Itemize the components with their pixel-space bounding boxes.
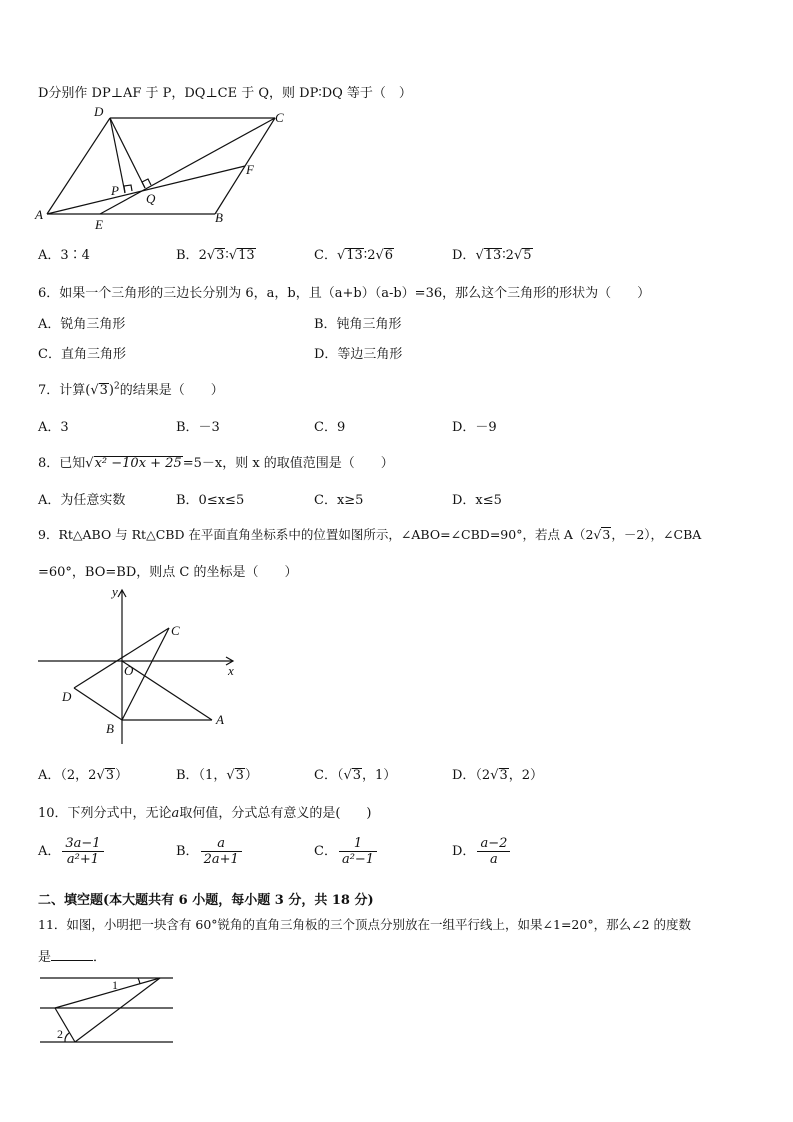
triangle-edge-1 xyxy=(55,978,160,1008)
q9-option-a: A．（2，2√3） xyxy=(38,768,129,783)
q5-option-c: C．√13∶2√6 xyxy=(314,248,394,263)
angle-1-arc xyxy=(138,978,140,984)
label-Q: Q xyxy=(146,191,156,206)
label-F: F xyxy=(246,162,254,177)
label-A: A xyxy=(216,712,224,727)
q10-option-d: D． $\frac{a-2}{a}$ xyxy=(452,836,512,867)
segment-DQ xyxy=(110,118,145,188)
q8-option-d: D．x≤5 xyxy=(452,493,502,508)
q9-stem-line1: 9．Rt△ABO 与 Rt△CBD 在平面直角坐标系中的位置如图所示，∠ABO=∠CBD=90°，若点 A（2√3，－2），∠CBA xyxy=(38,527,702,542)
angle-2-arc xyxy=(65,1033,69,1042)
label-D: D xyxy=(94,104,104,119)
q8-option-c: C．x≥5 xyxy=(314,493,364,508)
q5-option-a: A．3∶4 xyxy=(38,248,90,263)
q10-option-a: A． $\frac{3a-1}{\text{a²+1}}$ xyxy=(38,836,106,867)
q7-option-c: C．9 xyxy=(314,420,346,435)
q10-option-c: C． $\frac{1}{\text{a²−1}}$ xyxy=(314,836,379,867)
label-C: C xyxy=(171,623,180,638)
q10-option-b: B． $\frac{a}{2a+1}$ xyxy=(176,836,244,867)
q9-stem-line2: =60°，BO=BD，则点 C 的坐标是（ ） xyxy=(38,565,298,580)
label-P: P xyxy=(111,183,119,198)
segment-BD xyxy=(74,688,122,720)
q5-parallelogram-figure xyxy=(30,104,300,234)
edge-DA xyxy=(47,118,110,214)
q7-stem: 7．计算$(√3)^2$的结果是（ ） xyxy=(38,381,224,398)
q8-option-a: A．为任意实数 xyxy=(38,493,126,508)
label-A: A xyxy=(35,207,43,222)
q6-option-d: D．等边三角形 xyxy=(314,347,403,362)
q8-stem: 8．已知√x² −10x + 25=5－x，则 x 的取值范围是（ ） xyxy=(38,456,394,471)
segment-DP xyxy=(110,118,125,193)
q6-option-a: A．锐角三角形 xyxy=(38,317,126,332)
q5-stem: D分别作 DP⊥AF 于 P，DQ⊥CE 于 Q，则 DP∶DQ 等于（ ） xyxy=(38,86,412,101)
q6-option-b: B．钝角三角形 xyxy=(314,317,402,332)
q9-option-c: C．（√3，1） xyxy=(314,768,397,783)
angle-label-1: 1 xyxy=(112,978,118,992)
label-C: C xyxy=(275,110,284,125)
right-angle-P xyxy=(124,185,132,193)
label-E: E xyxy=(95,217,103,232)
q5-option-d: D．√13∶2√5 xyxy=(452,248,532,263)
q7-option-d: D．－9 xyxy=(452,420,497,435)
angle-label-2: 2 xyxy=(57,1027,63,1041)
label-y: y xyxy=(112,584,118,599)
label-B: B xyxy=(106,721,114,736)
q7-option-b: B．－3 xyxy=(176,420,220,435)
label-D: D xyxy=(62,689,72,704)
segment-OA xyxy=(122,661,212,720)
q6-stem: 6．如果一个三角形的三边长分别为 6，a，b，且（a+b）（a-b）=36，那么这个三角形的形状为（ ） xyxy=(38,286,651,301)
q6-option-c: C．直角三角形 xyxy=(38,347,126,362)
q5-option-b: B．2√3∶√13 xyxy=(176,248,255,263)
segment-AF xyxy=(47,166,245,214)
label-x: x xyxy=(228,663,234,678)
q10-stem: 10．下列分式中，无论a取何值，分式总有意义的是( ) xyxy=(38,806,372,821)
q7-option-a: A．3 xyxy=(38,420,69,435)
q11-stem-line2: 是 ． xyxy=(38,950,107,965)
q9-option-d: D．（2√3，2） xyxy=(452,768,544,783)
label-O: O xyxy=(124,663,134,678)
q9-option-b: B．（1，√3） xyxy=(176,768,258,783)
q8-option-b: B．0≤x≤5 xyxy=(176,493,245,508)
q11-parallel-lines-figure xyxy=(30,970,180,1050)
section-2-title: 二、填空题(本大题共有 6 小题，每小题 3 分，共 18 分) xyxy=(38,893,374,908)
q9-coordinate-figure xyxy=(30,584,250,749)
label-B: B xyxy=(215,210,223,225)
answer-blank[interactable] xyxy=(51,960,93,961)
q11-stem-line1: 11．如图，小明把一块含有 60°锐角的直角三角板的三个顶点分别放在一组平行线上，如果∠1=20°，那么∠2 的度数 xyxy=(38,917,691,932)
